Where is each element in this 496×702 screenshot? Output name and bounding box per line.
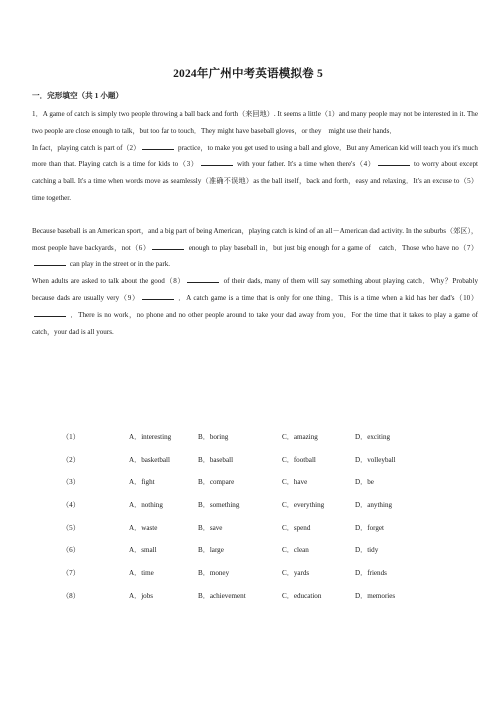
answer-blank-8 — [187, 275, 219, 283]
option-row — [62, 432, 482, 455]
paragraph-3 — [32, 223, 478, 273]
option-b[interactable]: B．baseball — [198, 455, 234, 464]
paragraph-text: ．There is no work，no phone and no other people around to take your dad away from you．For the time that it takes to play a game of catch，your dad is all yours. — [32, 310, 478, 336]
question-number: （8） — [62, 591, 80, 600]
option-a[interactable]: A．jobs — [129, 591, 154, 600]
answer-blank-4 — [378, 158, 410, 166]
paragraph-4 — [32, 273, 478, 340]
question-number: （6） — [62, 546, 80, 555]
option-row — [62, 545, 482, 568]
option-row — [62, 523, 482, 546]
option-a[interactable]: A．basketball — [129, 455, 170, 464]
cloze-passage — [32, 106, 478, 340]
option-row — [62, 591, 482, 614]
option-b[interactable]: B．something — [198, 501, 240, 510]
paragraph-text: practice，to make you get used to using a ball and glove．But any American kid will teach you it's much more than that. Playing catch is a time for kids to（3） — [32, 143, 478, 169]
option-d[interactable]: D．be — [355, 478, 374, 487]
answer-blank-7 — [34, 258, 66, 266]
paragraph-text: with your father. It's a time when there's（4） — [236, 160, 376, 169]
option-d[interactable]: D．forget — [355, 523, 385, 532]
option-d[interactable]: D．anything — [355, 501, 393, 510]
answer-blank-10 — [34, 309, 66, 317]
answer-blank-3 — [201, 158, 233, 166]
option-c[interactable]: C．football — [282, 455, 316, 464]
option-a[interactable]: A．small — [129, 546, 157, 555]
option-c[interactable]: C．yards — [282, 569, 310, 578]
question-number: （2） — [62, 455, 80, 464]
question-number: （7） — [62, 569, 80, 578]
option-row — [62, 568, 482, 591]
option-d[interactable]: D．memories — [355, 591, 396, 600]
paragraph-text: ．A catch game is a time that is only for one thing．This is a time when a kid has her dad's（10） — [178, 293, 478, 302]
option-c[interactable]: C．clean — [282, 546, 309, 555]
paragraph-text: When adults are asked to talk about the good（8） — [32, 277, 186, 286]
question-number: （4） — [62, 501, 80, 510]
option-a[interactable]: A．interesting — [129, 433, 172, 441]
paragraph-text: Because baseball is an American sport，and a big part of being American，playing catch is kind of an all－American dad activity. In the suburbs（郊区），most people have backyards，not（6） — [32, 226, 478, 252]
paragraph-text: of their dads, many of them will say something about playing catch．Why？Probably because dads are usually very（9） — [32, 277, 478, 302]
option-a[interactable]: A．nothing — [129, 501, 163, 510]
option-b[interactable]: B．save — [198, 523, 223, 532]
option-c[interactable]: C．spend — [282, 523, 311, 532]
paragraph-text: enough to play baseball in，but just big enough for a game of catch．Those who have no（7） — [188, 243, 478, 252]
paragraph-2 — [32, 140, 478, 207]
answer-blank-2 — [142, 142, 174, 150]
paragraph-text: 1．A game of catch is simply two people throwing a ball back and forth（来回地）. It seems a little（1）and many people may not be interested in it. The two people are close enough to talk，but too far to touch．They might have baseball gloves，or they might use their hands． — [32, 110, 478, 135]
option-d[interactable]: D．exciting — [355, 433, 391, 441]
page-title: 2024年广州中考英语模拟卷 5 — [173, 68, 323, 80]
option-row — [62, 477, 482, 500]
option-d[interactable]: D．tidy — [355, 546, 379, 555]
option-d[interactable]: D．volleyball — [355, 455, 396, 464]
answer-blank-9 — [142, 292, 174, 300]
option-b[interactable]: B．boring — [198, 433, 229, 441]
option-d[interactable]: D．friends — [355, 569, 387, 578]
paragraph-text: In fact，playing catch is part of（2） — [32, 143, 141, 152]
option-b[interactable]: B．achievement — [198, 591, 246, 600]
paragraph-text: can play in the street or in the park. — [69, 260, 171, 269]
answer-blank-6 — [152, 242, 184, 250]
option-a[interactable]: A．fight — [129, 478, 155, 487]
paragraph-text: to worry about except catching a ball. It's a time when words move as seamlessly（准确不误地）as the ball itself，back and forth，easy and relaxing．It's an excuse to（5）time together. — [32, 160, 478, 202]
option-c[interactable]: C．everything — [282, 501, 325, 510]
option-a[interactable]: A．time — [129, 569, 154, 578]
option-a[interactable]: A．waste — [129, 523, 158, 532]
question-number: （3） — [62, 478, 80, 487]
option-b[interactable]: B．large — [198, 546, 224, 555]
option-c[interactable]: C．education — [282, 591, 322, 600]
paragraph-1 — [32, 106, 478, 140]
question-number: （1） — [62, 433, 80, 441]
option-c[interactable]: C．have — [282, 478, 308, 487]
section-heading: 一．完形填空（共 1 小题） — [32, 91, 124, 100]
option-row — [62, 455, 482, 478]
option-c[interactable]: C．amazing — [282, 433, 318, 441]
answer-options — [62, 432, 482, 614]
option-b[interactable]: B．compare — [198, 478, 235, 487]
option-row — [62, 500, 482, 523]
option-b[interactable]: B．money — [198, 569, 230, 578]
question-number: （5） — [62, 523, 80, 532]
